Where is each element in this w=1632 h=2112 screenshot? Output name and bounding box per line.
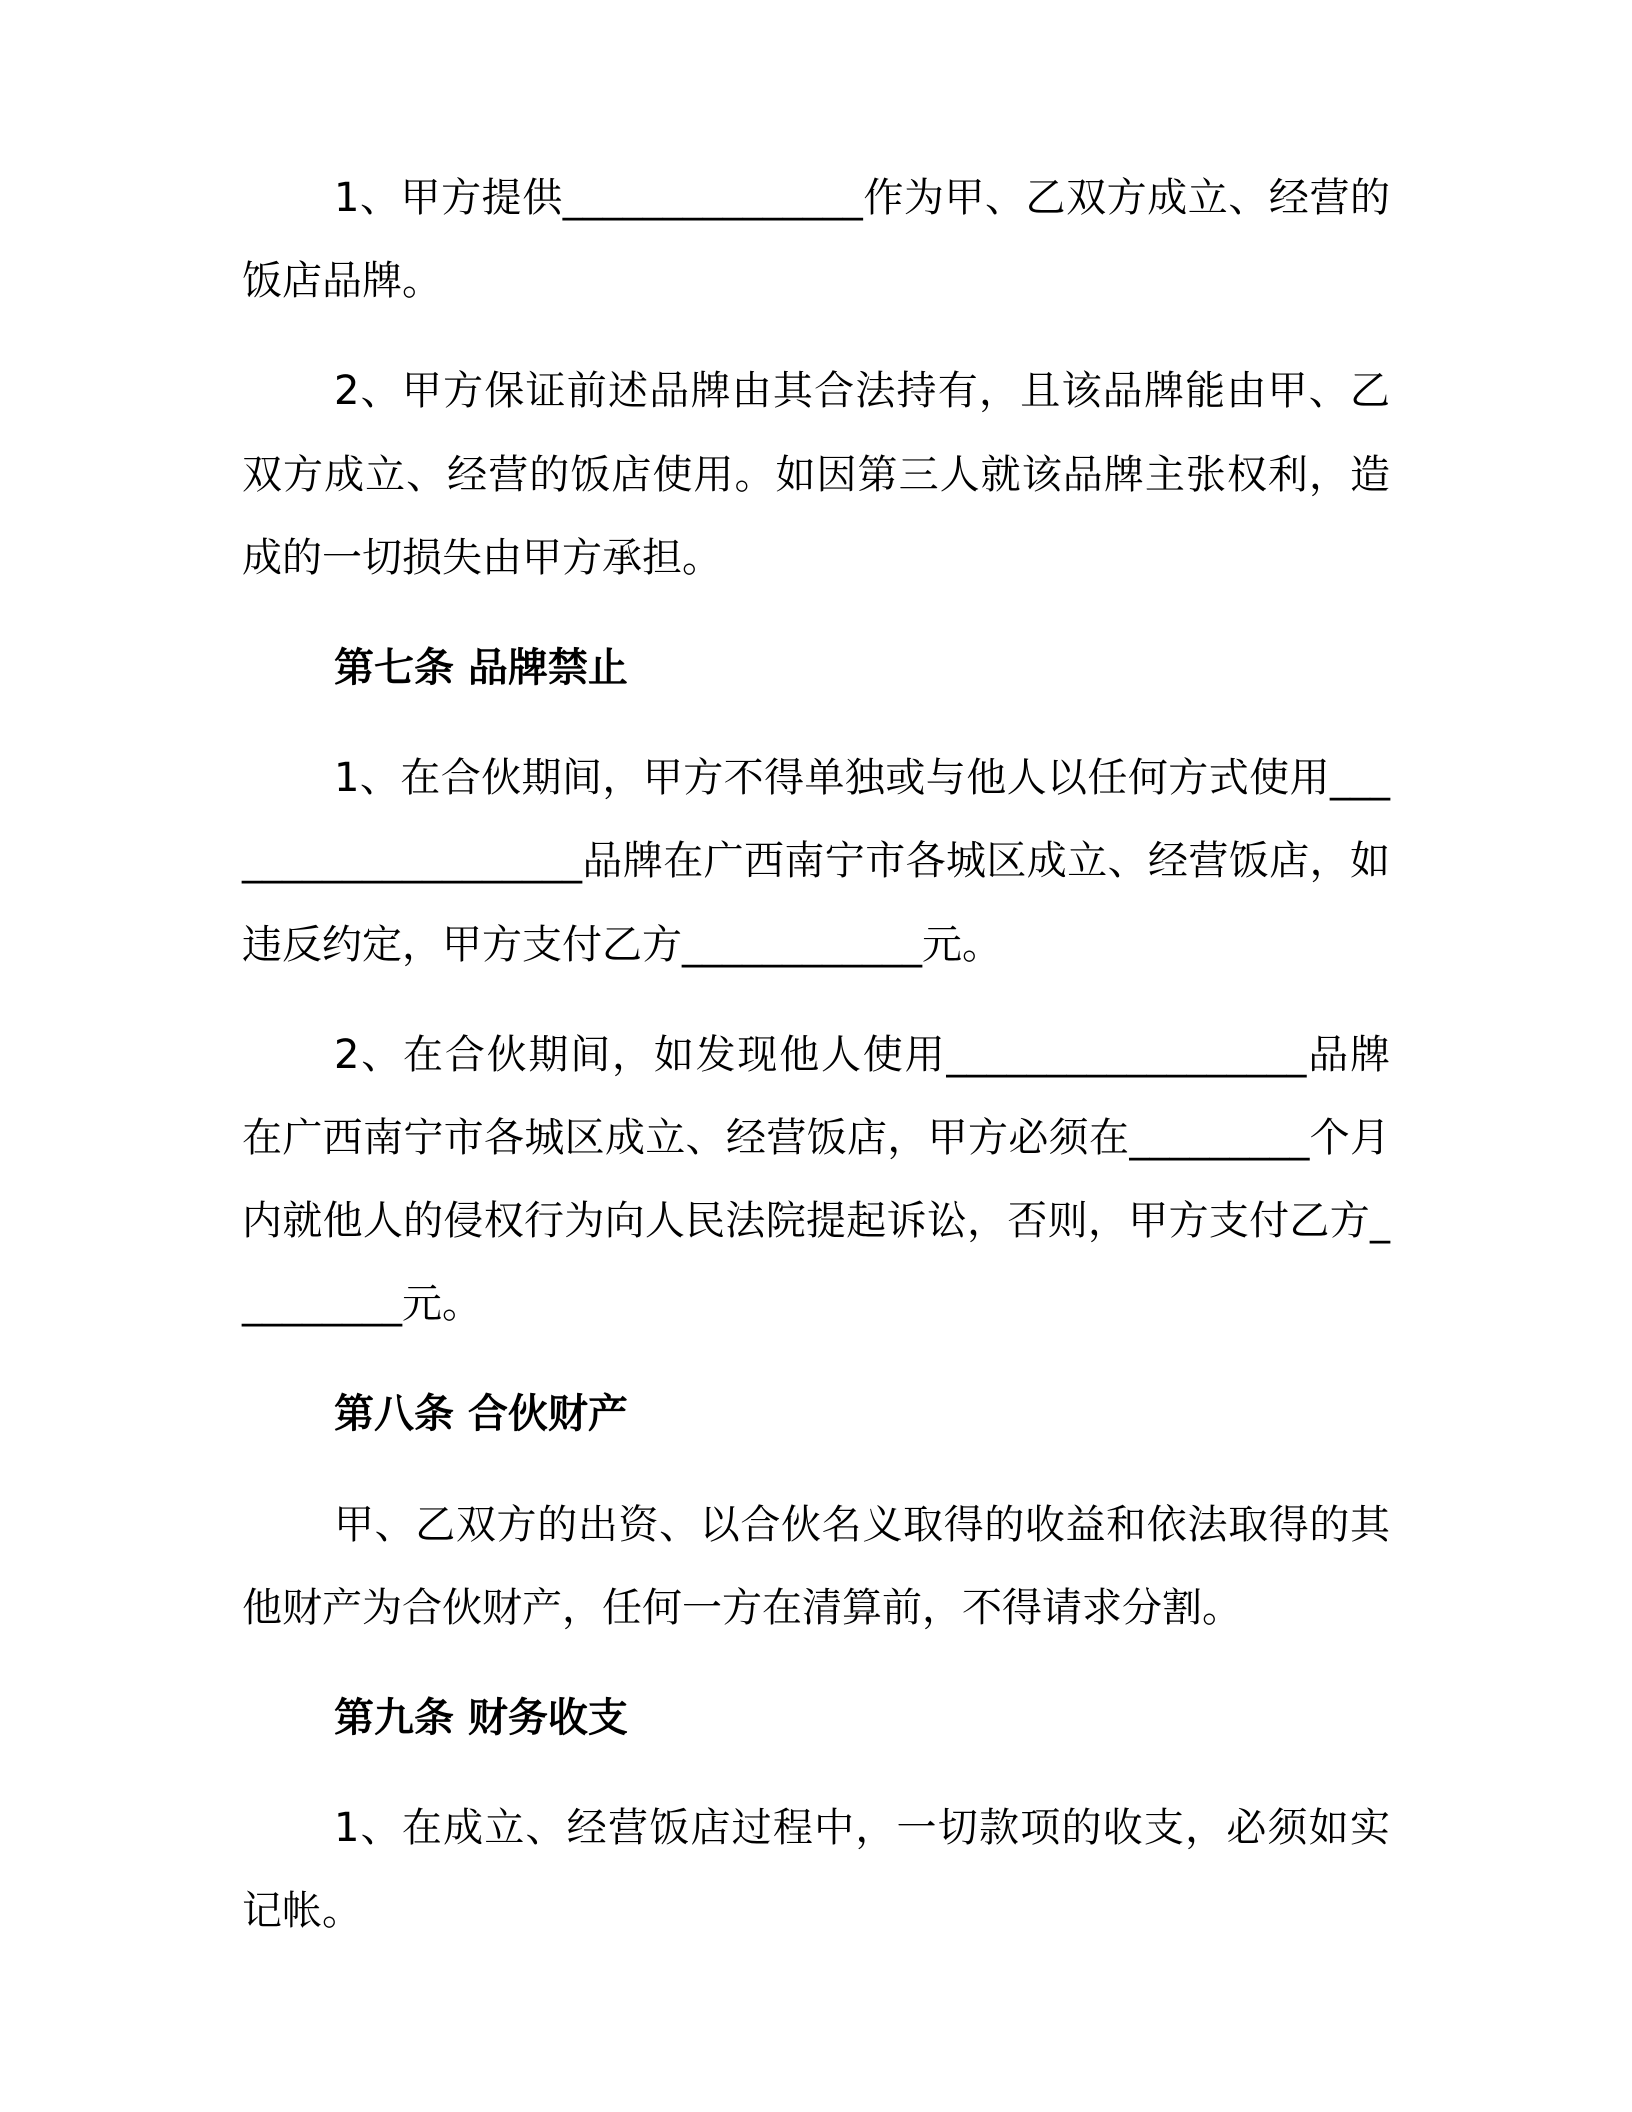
clause-paragraph: 2、甲方保证前述品牌由其合法持有，且该品牌能由甲、乙双方成立、经营的饭店使用。如因第三人就该品牌主张权利，造成的一切损失由甲方承担。 [242,368,1390,581]
clause-paragraph: 1、在成立、经营饭店过程中，一切款项的收支，必须如实记帐。 [242,1805,1390,1935]
contract-body [242,157,1390,1954]
section-heading-article-7: 第七条 品牌禁止 [334,644,628,691]
section-heading-article-8: 第八条 合伙财产 [334,1391,628,1438]
clause-paragraph: 1、甲方提供_______________作为甲、乙双方成立、经营的饭店品牌。 [242,175,1390,305]
clause-paragraph: 甲、乙双方的出资、以合伙名义取得的收益和依法取得的其他财产为合伙财产，任何一方在清算前，不得请求分割。 [242,1501,1390,1631]
clause-paragraph: 1、在合伙期间，甲方不得单独或与他人以任何方式使用____________________品牌在广西南宁市各城区成立、经营饭店，如违反约定，甲方支付乙方____________元。 [242,755,1390,968]
clause-paragraph: 2、在合伙期间，如发现他人使用__________________品牌在广西南宁市各城区成立、经营饭店，甲方必须在_________个月内就他人的侵权行为向人民法院提起诉讼，否则，甲方支付乙方_________元。 [242,1031,1390,1328]
section-heading-article-9: 第九条 财务收支 [334,1695,628,1741]
